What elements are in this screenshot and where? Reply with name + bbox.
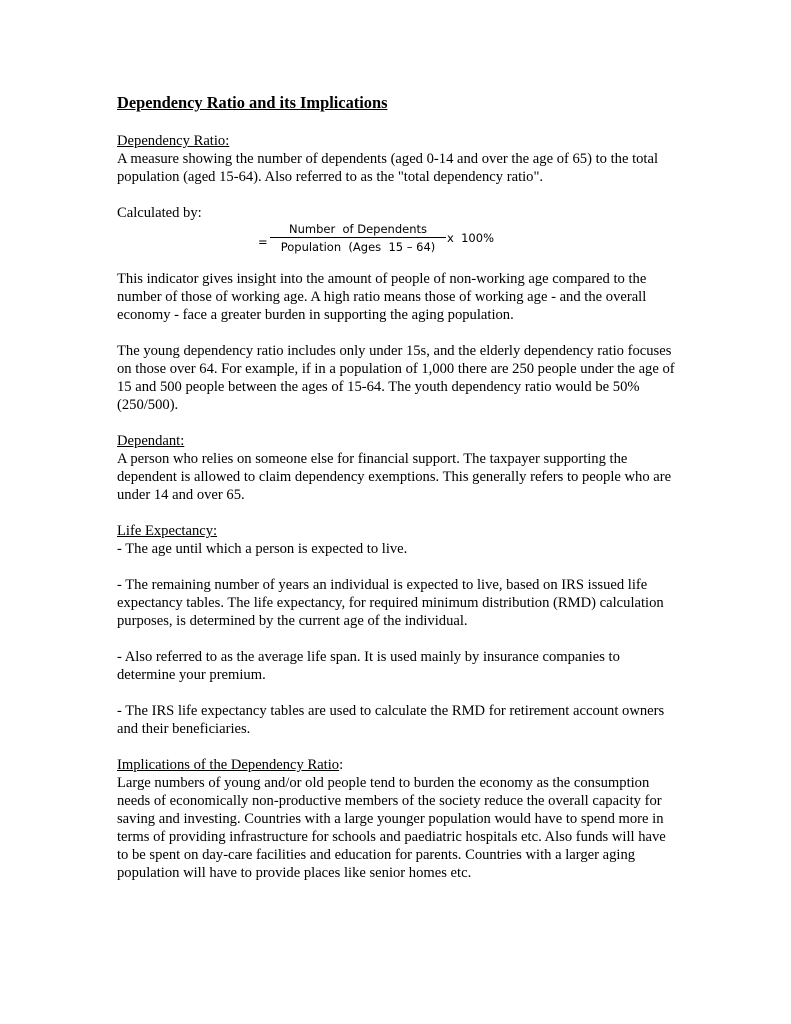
section-life-expectancy (117, 522, 677, 738)
document-page (117, 92, 677, 882)
formula-equals: = (258, 235, 268, 249)
formula-numerator: Number of Dependents (270, 222, 446, 238)
dependant-heading: Dependant: (117, 433, 185, 449)
life-expectancy-item: - The age until which a person is expected to live. (117, 541, 408, 557)
section-dependant (117, 432, 677, 504)
dependant-text: A person who relies on someone else for financial support. The taxpayer supporting the dependent is allowed to claim dependency exemptions. This generally refers to people who are under 14 and over 65. (117, 451, 672, 503)
life-expectancy-item: - The remaining number of years an individual is expected to live, based on IRS issued life expectancy tables. The life expectancy, for required minimum distribution (RMD) calculation purposes, is determined by the current age of the individual. (117, 577, 664, 629)
calculated-by-label: Calculated by: (117, 205, 202, 221)
young-ratio-paragraph: The young dependency ratio includes only under 15s, and the elderly dependency ratio focuses on those over 64. For example, if in a population of 1,000 there are 250 people under the age of 15 and 500 people between the ages of 15-64. The youth dependency ratio would be 50% (250/500). (117, 343, 675, 413)
dependency-ratio-formula (117, 222, 677, 258)
implications-heading: Implications of the Dependency Ratio (117, 757, 340, 773)
life-expectancy-item: - The IRS life expectancy tables are used to calculate the RMD for retirement account owners and their beneficiaries. (117, 703, 665, 737)
implications-text: Large numbers of young and/or old people tend to burden the economy as the consumption needs of economically non-productive members of the society reduce the overall capacity for saving and investing. Countries with a large younger population would have to spend more in terms of providing infrastructure for schools and paediatric hospitals etc. Also funds will have to be spent on day-care facilities and education for parents. Countries with a larger aging population will have to provide places like senior homes etc. (117, 775, 666, 881)
dependency-ratio-heading: Dependency Ratio: (117, 133, 230, 149)
section-dependency-ratio (117, 132, 677, 186)
section-calculated-by (117, 204, 677, 258)
indicator-paragraph: This indicator gives insight into the amount of people of non-working age compared to the number of those of working age. A high ratio means those of working age - and the overall economy - face a greater burden in supporting the aging population. (117, 271, 647, 323)
document-title: Dependency Ratio and its Implications (117, 93, 388, 112)
section-implications (117, 756, 677, 882)
formula-denominator: Population (Ages 15 – 64) (280, 240, 436, 254)
formula-multiplier: x 100% (447, 231, 494, 245)
life-expectancy-heading: Life Expectancy: (117, 523, 218, 539)
implications-heading-colon: : (339, 757, 344, 773)
dependency-ratio-text: A measure showing the number of dependents (aged 0-14 and over the age of 65) to the total population (aged 15-64). Also referred to as the "total dependency ratio". (117, 151, 659, 185)
formula-fraction (270, 222, 446, 254)
life-expectancy-item: - Also referred to as the average life span. It is used mainly by insurance companies to determine your premium. (117, 649, 620, 683)
